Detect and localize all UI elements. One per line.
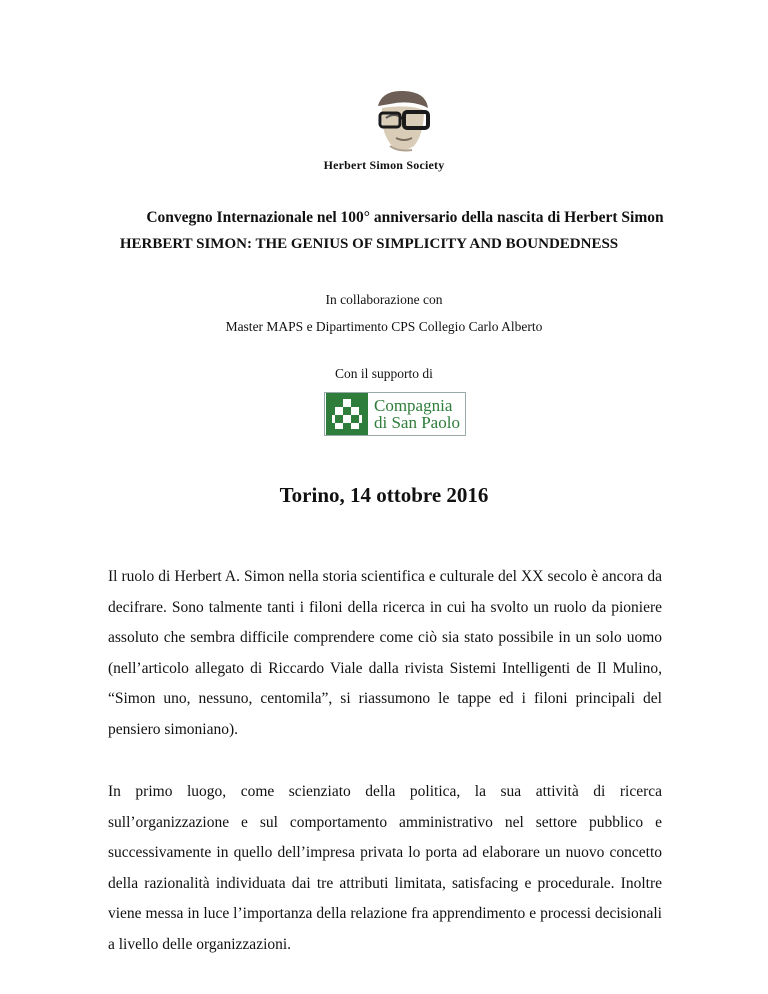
event-date: Torino, 14 ottobre 2016 (279, 483, 489, 507)
collaboration-intro: In collaborazione con (325, 292, 443, 307)
compagnia-logo-mark-icon (326, 393, 368, 435)
collaboration-partners: Master MAPS e Dipartimento CPS Collegio Carlo Alberto (225, 319, 543, 334)
body-paragraph: Il ruolo di Herbert A. Simon nella storia scientifica e culturale del XX secolo è ancora da decifrare. Sono talmente tanti i filoni della ricerca in cui ha svolto un ruolo da pioniere assoluto che sembra difficile comprendere come ciò sia stato possibile in un solo uomo (nell’articolo allegato di Riccardo Viale dalla rivista Sistemi Intelligenti de Il Mulino, “Simon uno, nessuno, centomila”, si riassumono le tappe ed i filoni principali del pensiero simoniano). (108, 568, 662, 738)
compagnia-san-paolo-logo (324, 392, 466, 436)
support-intro: Con il supporto di (335, 366, 433, 381)
conference-title: Convegno Internazionale nel 100° anniversario della nascita di Herbert Simon (146, 209, 664, 226)
body-paragraph: In primo luogo, come scienziato della politica, la sua attività di ricerca sull’organizzazione e sul comportamento amministrativo nel settore pubblico e successivamente in quello dell’impresa privata lo porta ad elaborare un nuovo concetto della razionalità individuata dai tre attributi limitata, satisfacing e procedurale. Inoltre viene messa in luce l’importanza della relazione fra apprendimento e processi decisionali a livello delle organizzazioni. (108, 783, 662, 953)
society-name: Herbert Simon Society (323, 158, 445, 172)
conference-subtitle: HERBERT SIMON: THE GENIUS OF SIMPLICITY AND BOUNDEDNESS (119, 236, 619, 252)
logo-line-1: Compagnia (374, 396, 453, 415)
herbert-simon-portrait-icon (368, 88, 438, 154)
logo-line-2: di San Paolo (374, 413, 460, 432)
